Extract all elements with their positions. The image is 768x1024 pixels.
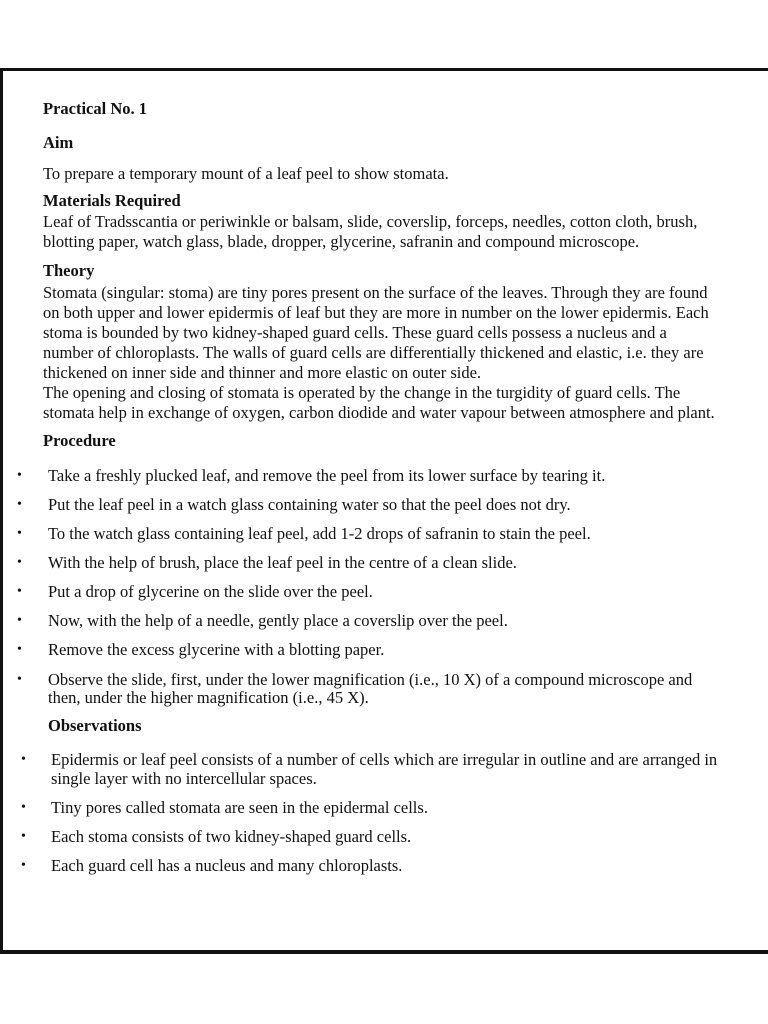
bullet-icon: • [17, 555, 22, 570]
materials-heading: Materials Required [43, 191, 181, 210]
procedure-step: To the watch glass containing leaf peel, add 1-2 drops of safranin to stain the peel. [48, 524, 591, 543]
observation-item: Each guard cell has a nucleus and many chloroplasts. [51, 856, 403, 875]
observation-item: Tiny pores called stomata are seen in the epidermal cells. [51, 798, 428, 817]
theory-line: on both upper and lower epidermis of leaf but they are more in number on the lower epidermis. Each [43, 303, 709, 322]
bullet-icon: • [21, 800, 26, 815]
procedure-step: With the help of brush, place the leaf peel in the centre of a clean slide. [48, 553, 517, 572]
procedure-step: Remove the excess glycerine with a blotting paper. [48, 640, 385, 659]
theory-heading: Theory [43, 261, 95, 280]
observation-item: Each stoma consists of two kidney-shaped guard cells. [51, 827, 412, 846]
theory-line: stomata help in exchange of oxygen, carbon diodide and water vapour between atmosphere and plant. [43, 403, 715, 422]
procedure-step: Put a drop of glycerine on the slide over the peel. [48, 582, 373, 601]
theory-line: The opening and closing of stomata is operated by the change in the turgidity of guard cells. The [43, 383, 681, 402]
bullet-icon: • [17, 613, 22, 628]
materials-line: blotting paper, watch glass, blade, dropper, glycerine, safranin and compound microscope. [43, 232, 640, 251]
page-title: Practical No. 1 [43, 99, 148, 118]
bullet-icon: • [17, 526, 22, 541]
observation-item-continuation: single layer with no intercellular spaces. [51, 769, 317, 788]
procedure-step: Now, with the help of a needle, gently place a coverslip over the peel. [48, 611, 508, 630]
bullet-icon: • [17, 642, 22, 657]
bullet-icon: • [21, 858, 26, 873]
theory-line: thickened on inner side and thinner and more elastic on outer side. [43, 363, 482, 382]
bullet-icon: • [17, 468, 22, 483]
theory-line: number of chloroplasts. The walls of guard cells are differentially thickened and elastic, i.e. they are [43, 343, 704, 362]
materials-line: Leaf of Tradsscantia or periwinkle or balsam, slide, coverslip, forceps, needles, cotton cloth, brush, [43, 212, 698, 231]
bullet-icon: • [17, 497, 22, 512]
bullet-icon: • [21, 829, 26, 844]
bullet-icon: • [17, 672, 22, 687]
procedure-step: Put the leaf peel in a watch glass containing water so that the peel does not dry. [48, 495, 571, 514]
bullet-icon: • [17, 584, 22, 599]
aim-text: To prepare a temporary mount of a leaf peel to show stomata. [43, 164, 449, 183]
bullet-icon: • [21, 752, 26, 767]
procedure-step: Take a freshly plucked leaf, and remove the peel from its lower surface by tearing it. [48, 466, 606, 485]
procedure-heading: Procedure [43, 431, 116, 450]
observation-item: Epidermis or leaf peel consists of a number of cells which are irregular in outline and are arranged in [51, 750, 718, 769]
procedure-step-continuation: then, under the higher magnification (i.e., 45 X). [48, 688, 369, 707]
observations-heading: Observations [48, 716, 142, 735]
procedure-step: Observe the slide, first, under the lower magnification (i.e., 10 X) of a compound microscope and [48, 670, 693, 689]
theory-line: stoma is bounded by two kidney-shaped guard cells. These guard cells possess a nucleus and a [43, 323, 667, 342]
aim-heading: Aim [43, 133, 74, 152]
theory-line: Stomata (singular: stoma) are tiny pores present on the surface of the leaves. Through they are found [43, 283, 708, 302]
